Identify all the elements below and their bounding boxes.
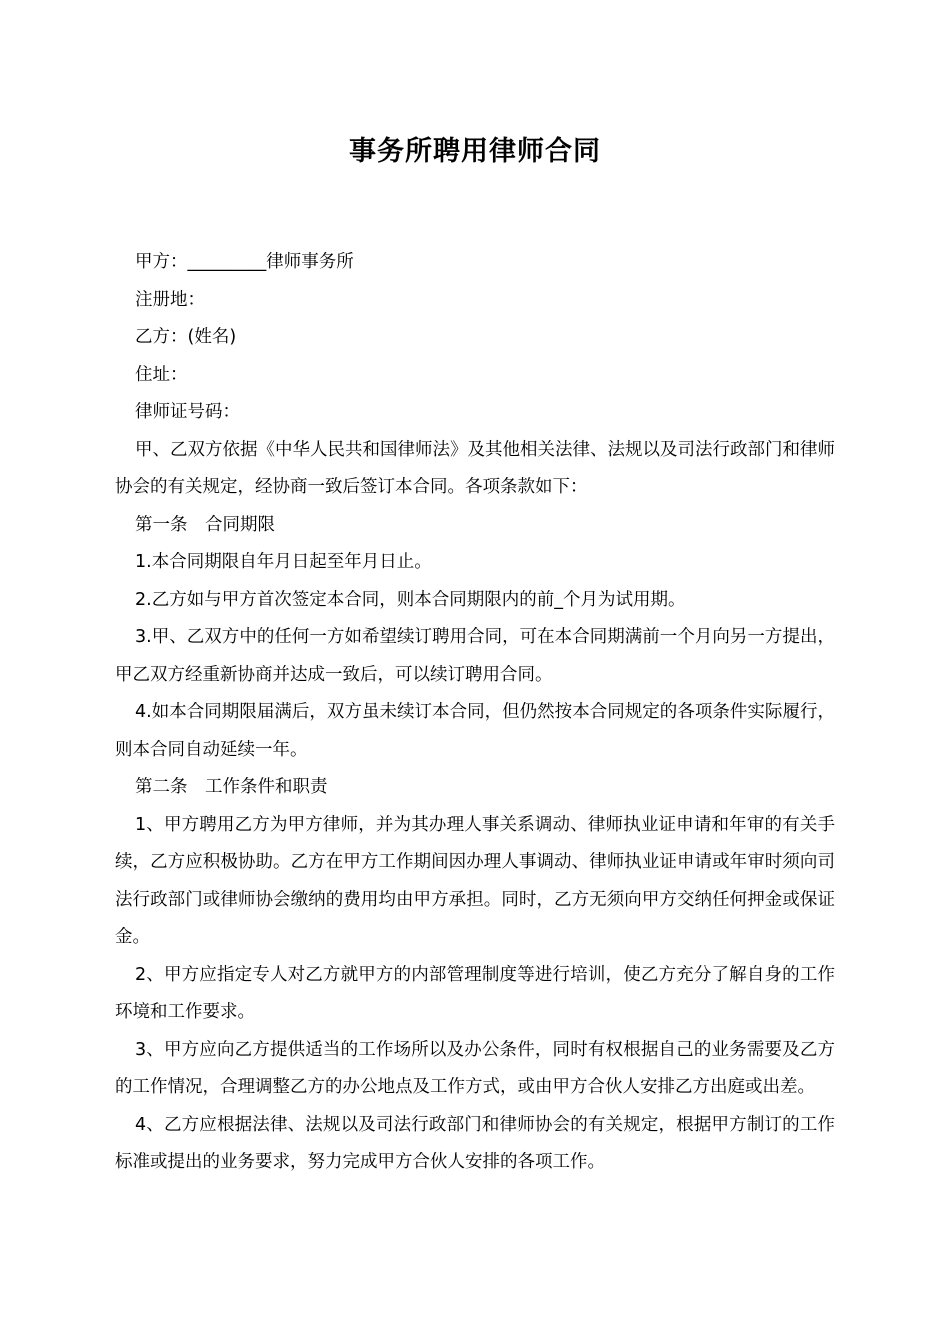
article-2-clause-4: 4、乙方应根据法律、法规以及司法行政部门和律师协会的有关规定，根据甲方制订的工作标准或提出的业务要求，努力完成甲方合伙人安排的各项工作。 [115, 1114, 835, 1172]
article-2-clause-1: 1、甲方聘用乙方为甲方律师，并为其办理人事关系调动、律师执业证申请和年审的有关手续，乙方应积极协助。乙方在甲方工作期间因办理人事调动、律师执业证申请或年审时须向司法行政部门或律师协会缴纳的费用均由甲方承担。同时，乙方无须向甲方交纳任何押金或保证金。 [115, 814, 835, 947]
party-b-line: 乙方：(姓名) [135, 327, 237, 347]
document-body [115, 244, 835, 1182]
article-1-clause-4: 4.如本合同期限届满后，双方虽未续订本合同，但仍然按本合同规定的各项条件实际履行，则本合同自动延续一年。 [115, 702, 835, 760]
article-1-clause-2: 2.乙方如与甲方首次签定本合同，则本合同期限内的前_个月为试用期。 [135, 589, 686, 610]
lawyer-license-line: 律师证号码： [135, 402, 240, 422]
party-a-line: 甲方：_________律师事务所 [135, 252, 354, 272]
document-title: 事务所聘用律师合同 [349, 136, 601, 167]
article-1-clause-3: 3.甲、乙双方中的任何一方如希望续订聘用合同，可在本合同期满前一个月向另一方提出，甲乙双方经重新协商并达成一致后，可以续订聘用合同。 [115, 627, 835, 685]
article-2-clause-2: 2、甲方应指定专人对乙方就甲方的内部管理制度等进行培训，使乙方充分了解自身的工作环境和工作要求。 [115, 964, 835, 1022]
registered-address-line: 注册地： [135, 289, 205, 310]
residence-line: 住址： [135, 364, 188, 385]
article-2-clause-3: 3、甲方应向乙方提供适当的工作场所以及办公条件，同时有权根据自己的业务需要及乙方的工作情况，合理调整乙方的办公地点及工作方式，或由甲方合伙人安排乙方出庭或出差。 [115, 1039, 835, 1097]
article-1-clause-1: 1.本合同期限自年月日起至年月日止。 [135, 552, 432, 572]
article-2-heading: 第二条 工作条件和职责 [135, 777, 328, 797]
preamble-paragraph: 甲、乙双方依据《中华人民共和国律师法》及其他相关法律、法规以及司法行政部门和律师协会的有关规定，经协商一致后签订本合同。各项条款如下： [115, 439, 835, 497]
article-1-heading: 第一条 合同期限 [135, 514, 275, 535]
